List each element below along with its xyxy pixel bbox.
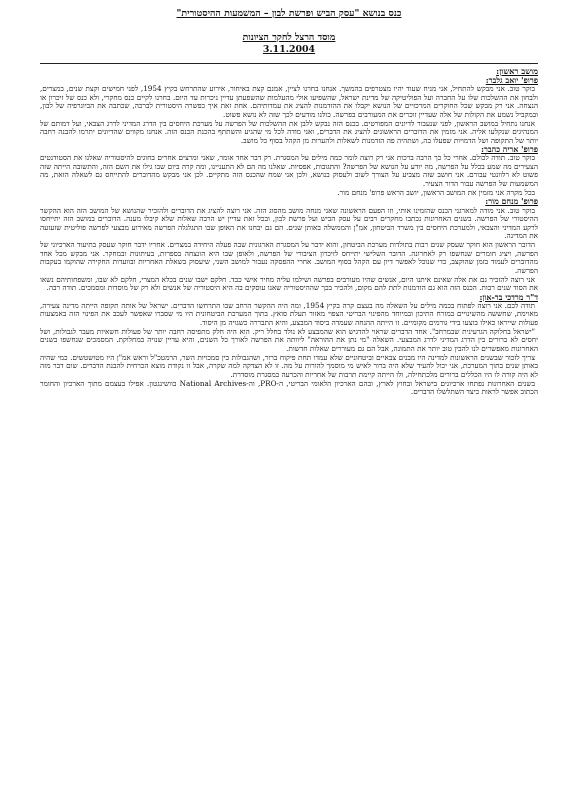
transcript-paragraph: אני רוצה להזכיר גם את אלה שאינם איתנו היום, אנשים שהיו מעורבים בפרשה ושילמו עליה מחיר אישי כבד. חלקם ישבו שנים בכלא המצרי, חלקם לא שבו, ומשפחותיהם נשאו את הסוד שנים רבות. הכנס הזה הוא גם הזדמנות לתת להם מקום, ולהכיר בכך שההיסטוריה שאנו עוסקים בה היא היסטוריה של אנשים ולא רק של מוסדות ומסמכים. תודה רבה. <box>40 274 538 293</box>
transcript-paragraph: בוקר טוב. אני מודה למארגני הכנס שהזמינו אותי, וזו הפעם הראשונה שאני מנחה מושב מהסוג הזה. אני רוצה להציג את הדוברים ולהזכיר שהנושא של המושב הזה הוא ההקשר ההיסטורי של הפרשה. בשנים האחרונות נכתבו מחקרים רבים על עסק הביש ועל פרשת לבון, ובכל זאת עדיין יש הרבה שאלות שלא קיבלו מענה. הדוברים במושב הזה יתייחסו לרקע המדיני והצבאי, ולמערכת היחסים בין משרד הביטחון, אמ"ן והממשלה באותן שנים. הם גם יבחנו את האופן שבו התגלגלה הפרשה מאירוע מבצעי לפרשה פוליטית שזעזעה את המדינה. <box>40 205 538 241</box>
speaker-name: פרופ' מנחם מור: <box>485 197 538 207</box>
transcript-paragraph: צריך לזכור שבשנים הראשונות למדינה היו מבנים צבאיים וביטחוניים שלא עמדו תחת פיקוח ברור, ושהגבולות בין סמכויות השר, הרמטכ"ל וראש אמ"ן היו מטושטשים. כמי שהיה באותן שנים בתוך המערכת, אני יכול להעיד שלא היה ברור לאיש מי מוסמך להורות על מה. זו לא הצדקה למה שקרה, אבל זו נקודת מוצא הכרחית להבנת הדברים. שום דבר מזה לא היה קורה לו היו הכללים ברורים מלכתחילה, ולו הייתה קיימת תרבות של אחריות והכרעה במסגרת מוסדרת. <box>40 352 538 379</box>
speaker-name: ד"ר מרדכי בר-און: <box>479 292 538 302</box>
transcript-paragraph: תודה לכם. אני רוצה לפתוח בכמה מילים על השאלה מה בעצם קרה בקיץ 1954, ומה היה ההקשר הרחב שבו התרחשו הדברים. ישראל של אותה תקופה הייתה מדינה צעירה, מאוימת, שחששה מהשינויים במזרח התיכון ובמיוחד מהפינוי הבריטי הצפוי מאזור תעלת סואץ. בתוך המערכת הביטחונית היו מי שסברו שאפשר לעכב את הפינוי הזה באמצעות פעולות שייראו כאילו בוצעו בידי גורמים מקומיים. זו הייתה ההנחה שעמדה ביסוד המבצע, והיא התבררה כשגויה מן היסוד. <box>40 300 538 327</box>
document-header <box>40 8 538 55</box>
conference-title: כנס בנושא "עסק הביש ופרשת לבון – המשמעות ההיסטורית" <box>176 8 402 19</box>
organization-name: מוסד הרצל לחקר הציונות <box>242 32 336 43</box>
transcript-paragraph: הדובר הראשון הוא חוקר שעסק שנים רבות בתולדות מערכת הביטחון, והוא ידבר על המסגרת הארגונית שבה פעלה היחידה במצרים. אחריו ידבר חוקר שעסק בתיעוד הארכיוני של הפרשה, ויציג חומרים שנחשפו רק לאחרונה. הדובר השלישי יתייחס לזיכרון הציבורי של הפרשה, ולאופן שבו היא הונצחה בספרות, בעיתונות ובמחקר. אני מבקש מכל אחד מהדוברים לעמוד בזמן שהוקצב, כדי שנוכל לאפשר דיון עם הקהל בסוף המושב. אחרי ההפסקה נעבור למושב השני, שיעסוק בשאלת האחריות ובוועדות החקירה שהוקמו בעקבות הפרשה. <box>40 240 538 275</box>
transcript-paragraph: בוקר טוב. אני מבקש להתחיל, אני מניח שעוד יהיו מצטרפים בהמשך. אנחנו בחרנו לציין, אמנם קצת באיחור, אירוע שהתרחש בקיץ 1954, לפני חמישים וקצת שנים, במצרים, ולבחון את ההשלכות שלו על החברה ועל הפוליטיקה של מדינת ישראל, שהשפיעו אולי מהעלמות שהשפעתן עדיין ניכרות עד היום. בחרנו לקיים כנס מחקרי, ולא כנס של זיכרון או הנצחה. אני רק מבקש שכל החוקרים המרכזיים של הנושא יקבלו את ההזדמנות להציג את עמדותיהם. אחת זאת איך כפשרה היסטורית לברכה, שכתבה את הביוגרפיה של לבון, ובמקביל נשמע את הקולות של אלה שעדיין זוכרים את המעורבים בפרשה. כולנו מודעים לכך שזה לא נושא פשוט. <box>40 84 538 119</box>
transcript-paragraph: בכל מקרה אני מזמין את המושב הראשון, יושב הראש פרופ' מנחם מור. <box>337 187 535 197</box>
transcript-paragraph: בשנים האחרונות נפתחו ארכיונים בישראל ובחוץ לארץ, ובהם הארכיון הלאומי הבריטי, ה-PRO, וה-National Archives בוושינגטון. אפילו בעצמם מתוך הארכיון והחומר הכתוב אפשר לראות כיצד השתלשלו הדברים. <box>40 378 538 397</box>
speaker-name: פרופ' יואב גלבר: <box>485 76 538 85</box>
speaker-block <box>40 294 538 397</box>
speaker-block <box>40 146 538 197</box>
transcript-paragraph: אנחנו נתחיל במושב הראשון, לפני שנעבור לדיונים המפורטים. בכנס הזה נבקש ללבן את ההשלכות של הפרשה על מערכת היחסים בין הדרג המדיני לדרג הצבאי, ועל דמותם של המנהיגים שנקלעו אליה. אני מזמין את הדוברים הראשונים להציג את הדברים, ואני מודה לכל מי שהגיע והשתתף בהכנת הכנס הזה. אנחנו מקווים שהדיונים יתרמו להבנה רחבה יותר של התקופה ושל הדמויות שפעלו בה, ושתהיה פה הזדמנות לשאלות ולהערות מן הקהל בסוף כל מושב. <box>40 118 538 145</box>
speaker-block <box>40 77 538 145</box>
conference-date: 3.11.2004 <box>262 44 316 55</box>
transcript-paragraph: בוקר טוב. תודה לכולם. אחרי כל כך הרבה ברכות אני רק רוצה לומר כמה מילים על המסגרת. רק דבר אחד אומר, שאני ומרצים אחרים בחוגים להיסטוריה שאלנו את הסטודנטים הצעירים מה שמע בכלל על הפרשה, מה יודע על הנושא של הפרשה? והתגובות, אפסיות. שאלנו מה הם לא התעניינו, ומה קרה ביום שבו גילו את השם הזה, והתשובה הייתה שזה פשוט לא רלוונטי עבורם. אני חושב שזה מצביע על הצורך לשוב ולעסוק בנושא, ולכן אני שמח שהכנס הזה מתקיים. לכן אני מבקש מהדוברים להתייחס גם לשאלה הזאת, מה המשמעות של הפרשה עבור הדור הצעיר. <box>40 153 538 188</box>
speaker-block <box>40 198 538 292</box>
session-title: מושב ראשון: <box>40 63 538 76</box>
speaker-name: פרופ' אריה כהבר: <box>481 145 538 155</box>
transcript-paragraph: "ישראל בחלוקה הגרעינית שבמרחב". אחד הדברים שראוי להדגיש הוא שהמבצע לא נולד בחלל ריק. הוא היה חלק מתפיסה רחבה יותר של פעולות חשאיות מעבר לגבולות, ושל יחסים לא ברורים בין הדרג המדיני לדרג המבצעי. השאלה "מי נתן את ההוראה" ליוותה את הפרשה לאורך כל השנים, והיא עדיין שנויה במחלוקת. המסמכים שנחשפו בשנים האחרונות מאפשרים לנו להבין טוב יותר את התמונה, אבל הם גם מעוררים שאלות חדשות. <box>40 326 538 353</box>
